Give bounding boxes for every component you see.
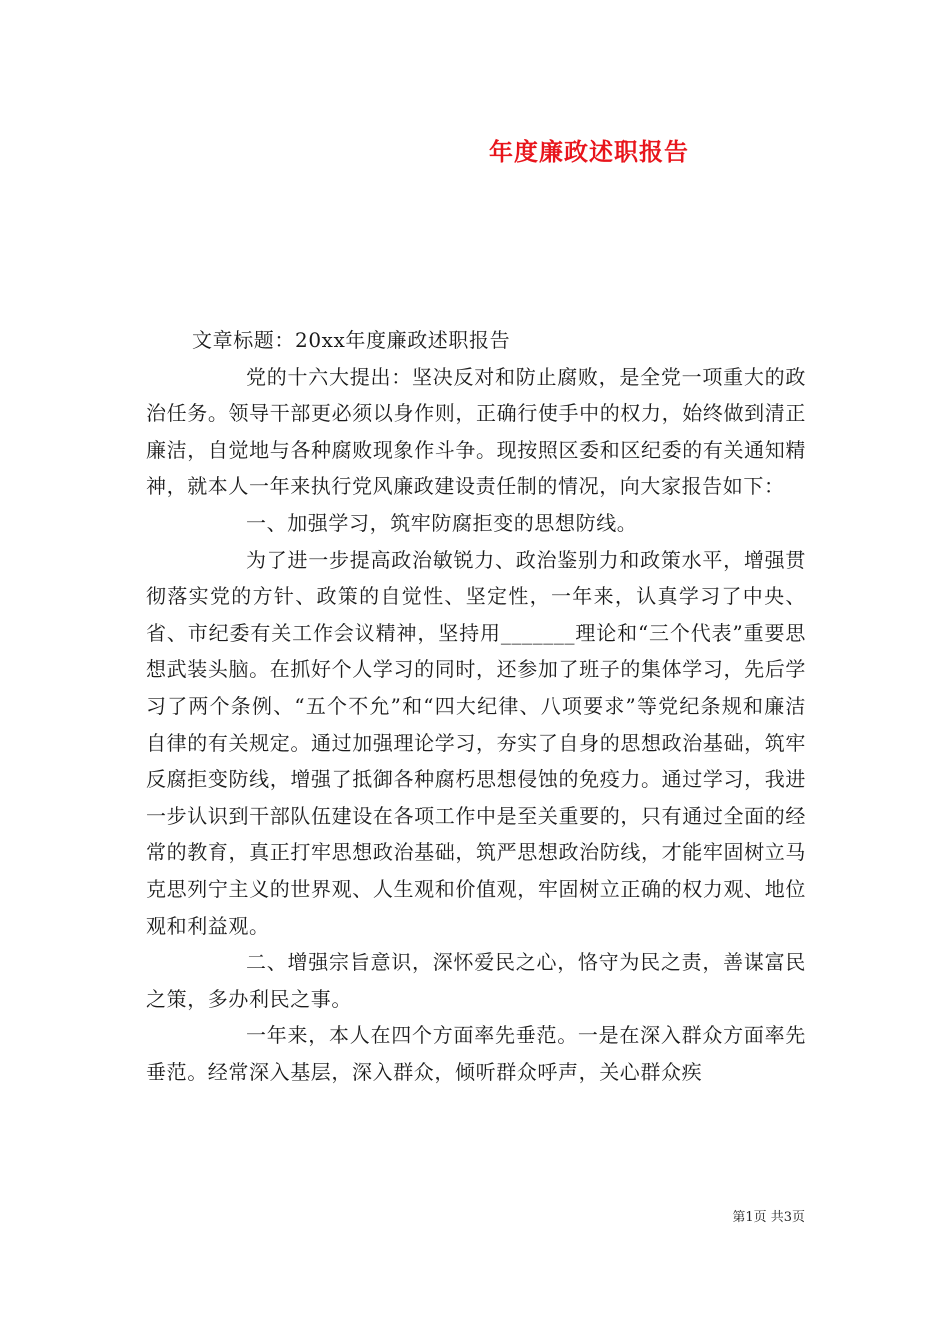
section-heading-1: 一、加强学习，筑牢防腐拒变的思想防线。 (246, 510, 638, 535)
paragraph-exemplary: 一年来，本人在四个方面率先垂范。一是在深入群众方面率先垂范。经常深入基层，深入群众，倾听群众呼声，关心群众疾 (146, 1023, 806, 1084)
article-subtitle: 文章标题：20xx年度廉政述职报告 (192, 328, 511, 352)
paragraph-study: 为了进一步提高政治敏锐力、政治鉴别力和政策水平，增强贯彻落实党的方针、政策的自觉性、坚定性，一年来，认真学习了中央、省、市纪委有关工作会议精神，坚持用_______理论和“三个代表”重要思想武装头脑。在抓好个人学习的同时，还参加了班子的集体学习，先后学习了两个条例、“五个不允”和“四大纪律、八项要求”等党纪条规和廉洁自律的有关规定。通过加强理论学习，夯实了自身的思想政治基础，筑牢反腐拒变防线，增强了抵御各种腐朽思想侵蚀的免疫力。通过学习，我进一步认识到干部队伍建设在各项工作中是至关重要的，只有通过全面的经常的教育，真正打牢思想政治基础，筑严思想政治防线，才能牢固树立马克思列宁主义的世界观、人生观和价值观，牢固树立正确的权力观、地位观和利益观。 (146, 547, 806, 938)
paragraph-intro: 党的十六大提出：坚决反对和防止腐败，是全党一项重大的政治任务。领导干部更必须以身作则，正确行使手中的权力，始终做到清正廉洁，自觉地与各种腐败现象作斗争。现按照区委和区纪委的有关通知精神，就本人一年来执行党风廉政建设责任制的情况，向大家报告如下： (146, 364, 806, 499)
page-number: 第1页 共3页 (732, 1210, 805, 1225)
document-body (146, 322, 806, 1090)
section-heading-2: 二、增强宗旨意识，深怀爱民之心，恪守为民之责，善谋富民之策，多办利民之事。 (146, 950, 806, 1011)
document-title: 年度廉政述职报告 (489, 138, 689, 166)
